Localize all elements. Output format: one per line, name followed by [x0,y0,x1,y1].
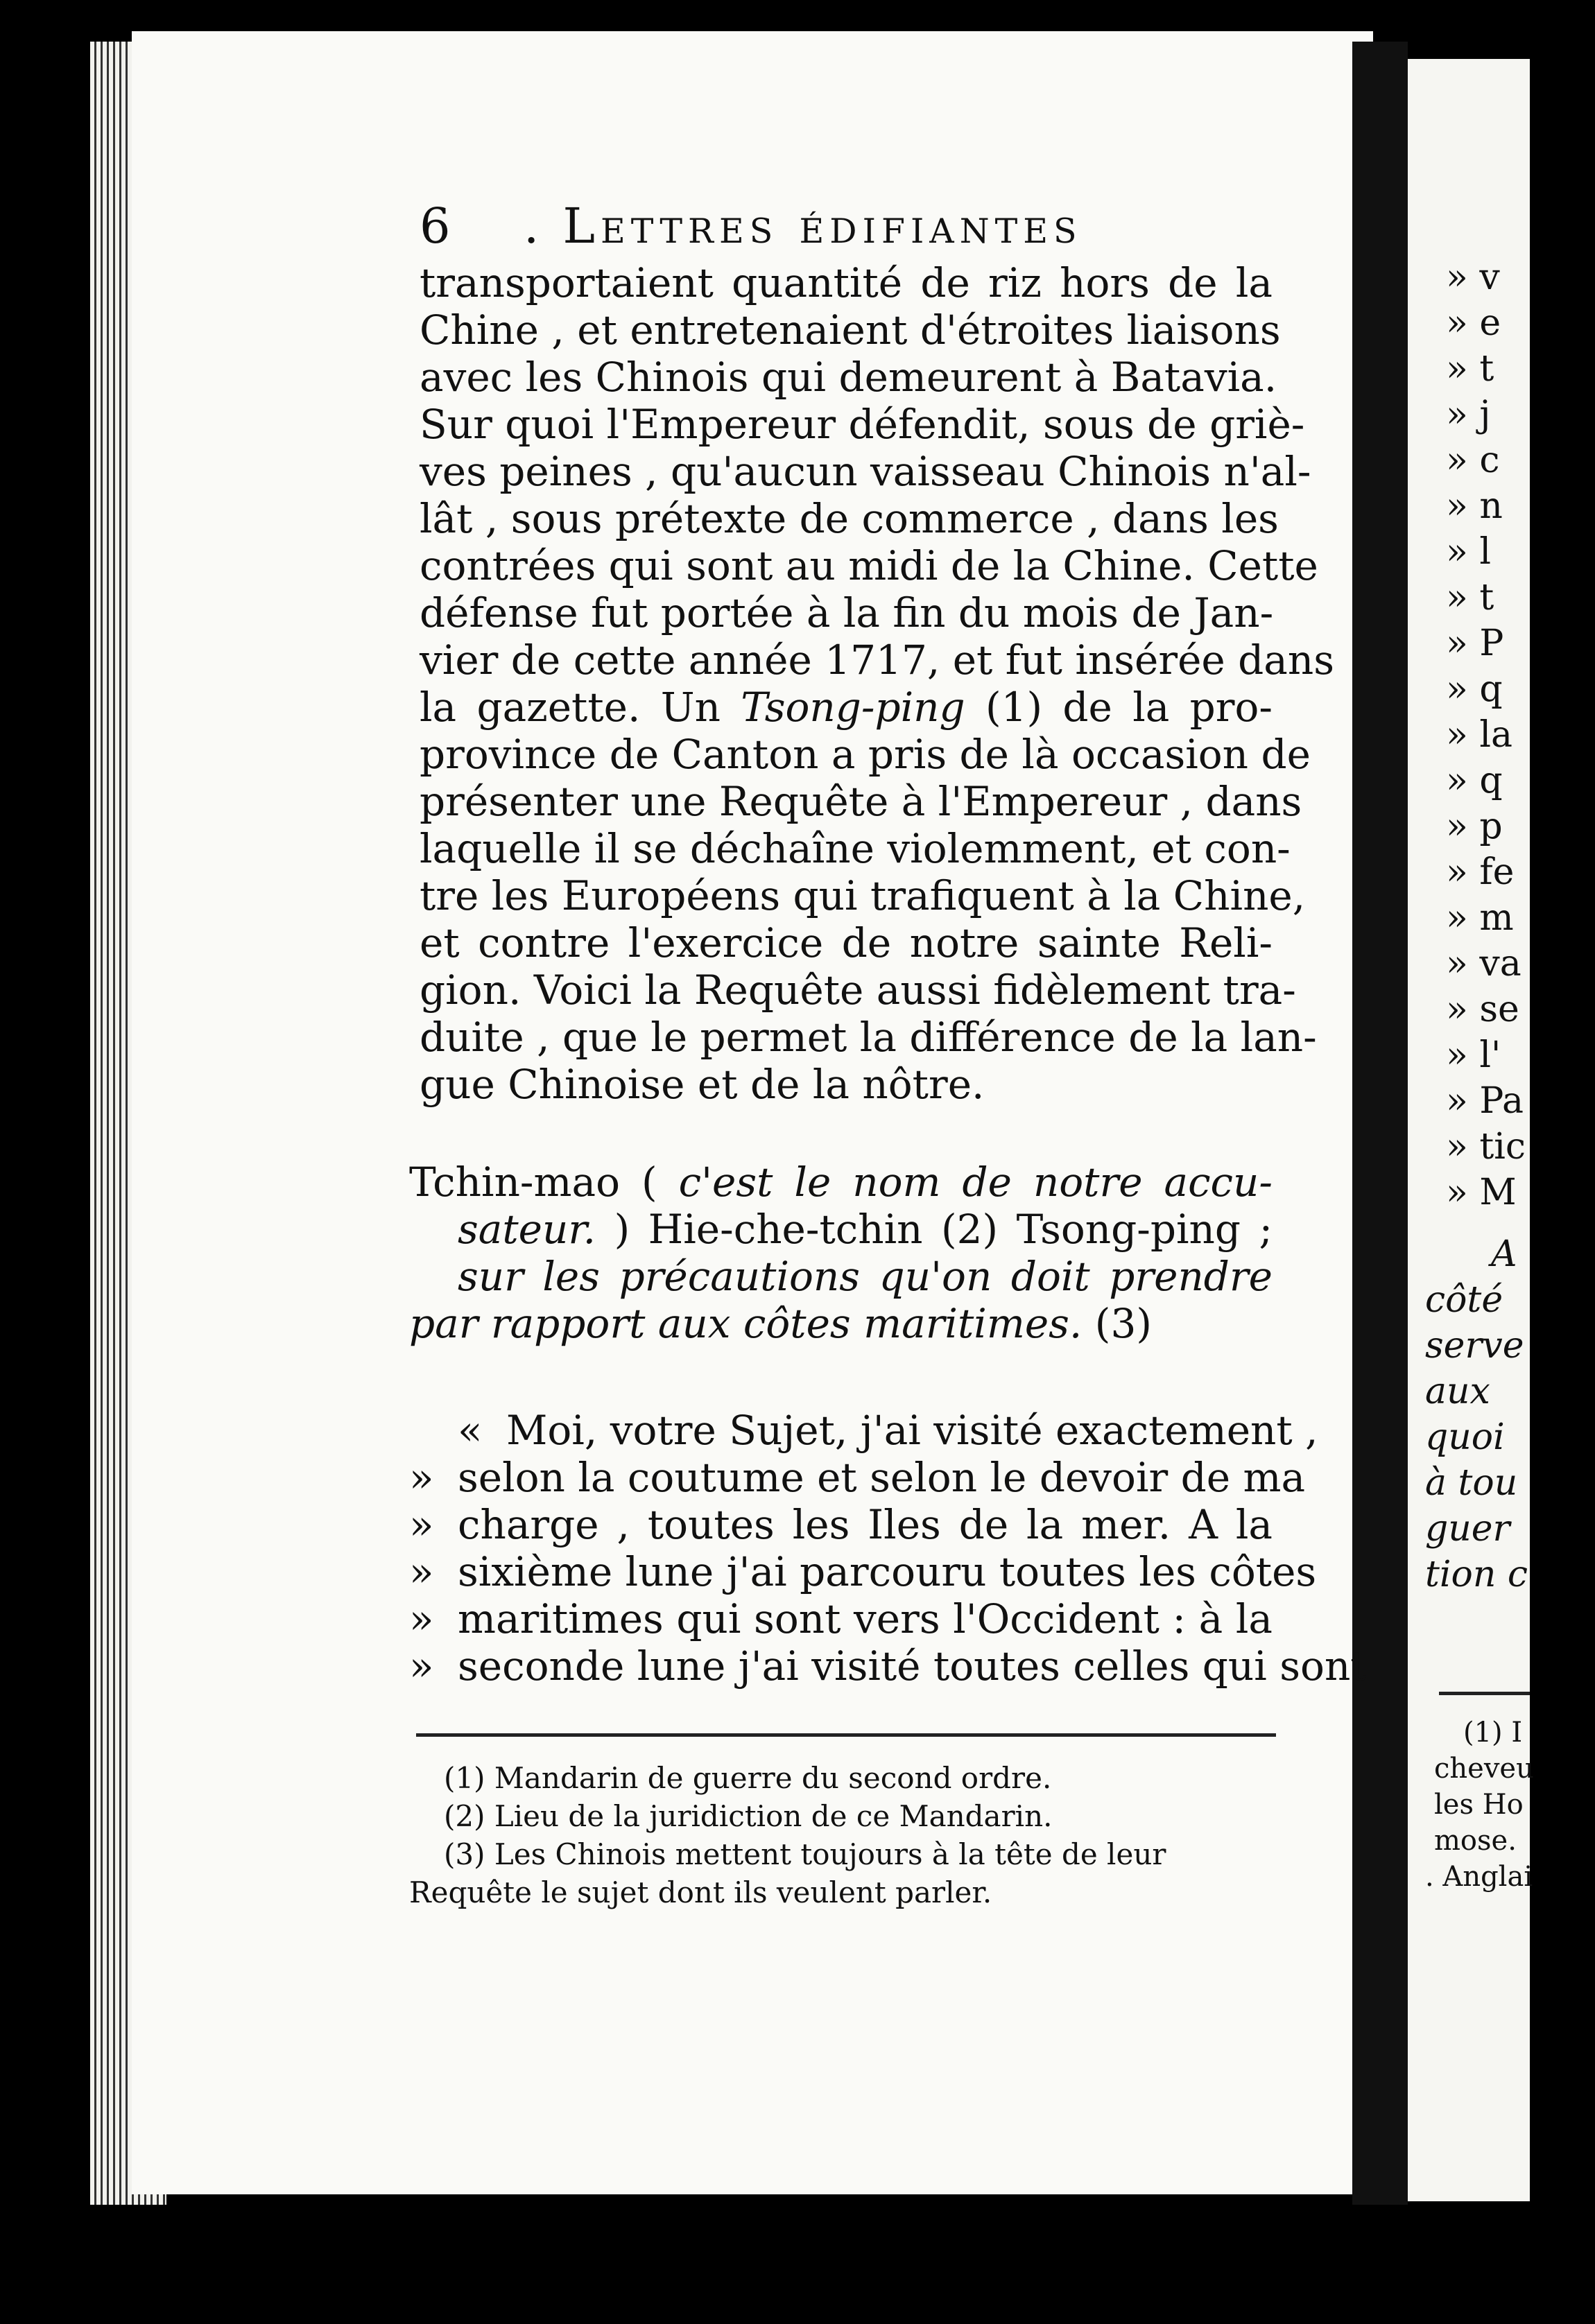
header-separator: . [524,198,544,254]
heading-italic: par rapport aux côtes maritimes. [409,1300,1083,1347]
quote-text: selon la coutume et selon le devoir de ma [458,1454,1306,1501]
heading-text: ) Hie-che-tchin (2) Tsong-ping ; [596,1206,1273,1253]
heading-italic: c'est le nom de notre accu- [657,1159,1273,1206]
right-page-italic: serve [1425,1325,1524,1367]
body-line: contrées qui sont au midi de la Chine. Cette [420,542,1318,589]
body-line-with-term [420,684,1273,730]
quote-line [409,1548,1317,1595]
right-page-line: » va [1446,943,1521,985]
right-page-line: » v [1446,257,1500,298]
footnote: (3) Les Chinois mettent toujours à la tête de leur [444,1837,1166,1871]
right-page-line: » n [1446,485,1503,527]
body-line: Sur quoi l'Empereur défendit, sous de griè- [420,401,1305,448]
quote-mark: » [409,1501,434,1548]
body-line: et contre l'exercice de notre sainte Reli- [420,919,1273,966]
body-line: vier de cette année 1717, et fut insérée dans [420,636,1334,684]
right-page-line: » tic [1446,1126,1526,1168]
heading-line: sur les précautions qu'on doit prendre [458,1253,1273,1300]
footnote: (1) Mandarin de guerre du second ordre. [444,1761,1052,1795]
right-page-line: » t [1446,348,1494,390]
right-page-footnote-rule [1439,1692,1530,1695]
note-ref: (3) [1082,1300,1152,1347]
heading-line [409,1301,1273,1346]
right-page-italic: aux [1425,1371,1490,1412]
right-page-italic: guer [1425,1508,1510,1550]
quote-line [458,1407,1318,1454]
heading-italic: sateur. [458,1206,596,1253]
quote-mark: » [409,1595,434,1642]
right-page-italic: quoi [1425,1416,1505,1458]
footnote: Requête le sujet dont ils veulent parler. [409,1875,992,1909]
right-page-line: » M [1446,1172,1517,1213]
body-line: ves peines , qu'aucun vaisseau Chinois n'al- [420,448,1311,495]
quote-line [409,1502,1273,1547]
quote-text: sixième lune j'ai parcouru toutes les côtes [458,1548,1317,1595]
quote-line [409,1454,1306,1501]
right-page-footnote: . Anglai [1425,1861,1533,1893]
quote-mark: « [458,1407,483,1454]
right-page-footnote: (1) I [1463,1717,1523,1749]
right-page-line: » m [1446,897,1514,939]
quote-mark: » [409,1548,434,1595]
footnote-rule [416,1733,1276,1737]
running-header [420,198,1321,260]
body-line: gue Chinoise et de la nôtre. [420,1061,985,1108]
right-page-italic: tion c [1425,1554,1528,1595]
body-line: lât , sous prétexte de commerce , dans les [420,495,1279,542]
right-page-footnote: mose. [1434,1825,1517,1857]
quote-line [409,1642,1367,1690]
right-page-line: » t [1446,577,1494,618]
right-page-italic: à tou [1425,1462,1518,1504]
right-page-line: » q [1446,760,1503,801]
body-line: avec les Chinois qui demeurent à Batavia. [420,354,1277,401]
heading-line [409,1159,1273,1205]
right-page-line: » q [1446,668,1503,710]
running-title: Lettres édifiantes [562,198,1083,254]
quote-mark: » [409,1642,434,1690]
line-text: (1) de la pro- [965,684,1273,731]
quote-text: Moi, votre Sujet, j'ai visité exactement , [506,1407,1318,1454]
right-page-line: » P [1446,623,1504,664]
right-page-line: » se [1446,989,1519,1030]
book-gutter [1352,42,1408,2205]
right-page-line: » j [1446,394,1491,435]
right-page-line: » e [1446,302,1501,344]
body-line: Chine , et entretenaient d'étroites liaisons [420,306,1281,354]
right-page-line: » l' [1446,1034,1501,1076]
right-page-line: » c [1446,440,1500,481]
quote-text: maritimes qui sont vers l'Occident : à la [458,1595,1273,1642]
body-line: laquelle il se déchaîne violemment, et con- [420,825,1291,872]
right-page-line: » la [1446,714,1512,756]
quote-mark: » [409,1454,434,1501]
body-line: province de Canton a pris de là occasion de [420,731,1311,778]
body-line: défense fut portée à la fin du mois de Jan- [420,589,1274,636]
italic-term: Tsong-ping [741,684,965,731]
page-number: 6 [420,198,455,254]
right-page-italic: A [1491,1233,1517,1275]
right-page-line: » l [1446,531,1491,573]
right-page-footnote: cheveu [1434,1753,1534,1785]
heading-text: Tchin-mao ( [409,1159,657,1206]
right-page-line: » Pa [1446,1080,1524,1122]
quote-line [409,1596,1273,1642]
right-page-line: » p [1446,806,1503,847]
line-text: la gazette. Un [420,684,741,731]
right-page-italic: côté [1425,1279,1503,1321]
body-line: transportaient quantité de riz hors de la [420,259,1273,306]
body-line: duite , que le permet la différence de la lan- [420,1014,1317,1061]
quote-text: seconde lune j'ai visité toutes celles qui sont [458,1642,1367,1690]
right-page-footnote: les Ho [1434,1789,1524,1821]
quote-text: charge , toutes les Iles de la mer. A la [458,1501,1273,1548]
body-line: présenter une Requête à l'Empereur , dans [420,778,1302,825]
heading-line [458,1206,1273,1252]
body-line: gion. Voici la Requête aussi fidèlement tra- [420,966,1296,1014]
footnote: (2) Lieu de la juridiction de ce Mandarin. [444,1799,1053,1833]
body-line: tre les Européens qui trafiquent à la Chine, [420,872,1306,919]
right-page-line: » fe [1446,851,1515,893]
